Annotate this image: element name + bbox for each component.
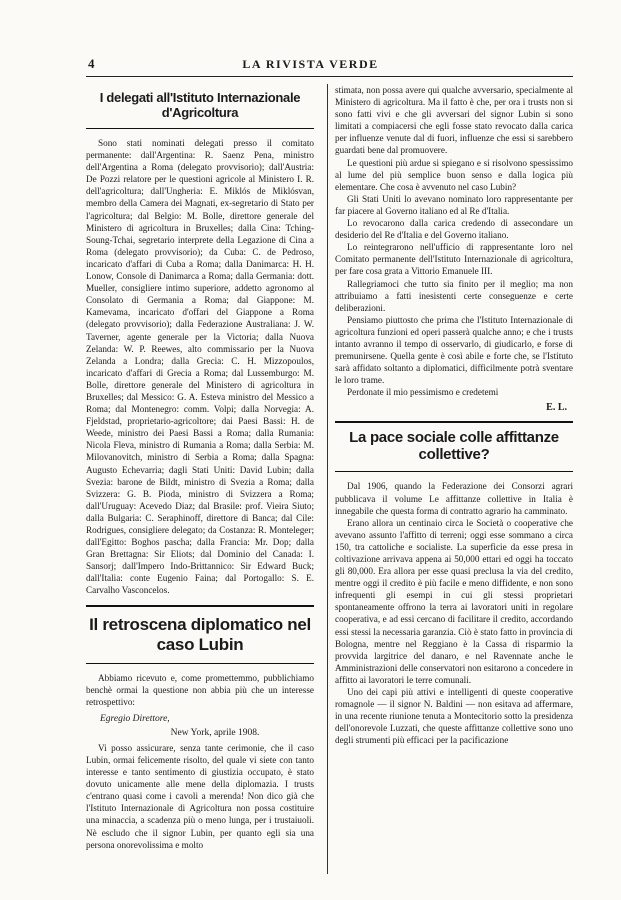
article-divider	[86, 605, 314, 607]
letter-salutation: Egregio Direttore,	[100, 713, 170, 724]
page-number: 4	[88, 56, 95, 71]
letter-paragraph: Rallegriamoci che tutto sia finito per il meglio; ma non attribuiamo a fatti inesistenti certe conseguenze e certe deliberazioni.	[335, 278, 573, 313]
letter-signature: E. L.	[546, 402, 567, 414]
letter-paragraph: Perdonate il mio pessimismo e credetemi	[347, 387, 499, 398]
letter-paragraph: Vi posso assicurare, senza tante cerimonie, che il caso Lubin, ormai felicemente risolto, del quale vi siete con tanto interesse e tanto sentimento di giustizia occupato, è stato dovuto unicamente alle mene della diplomazia. I trusts c'entrano quasi come i cavoli a merenda! Non dico già che l'Istituto Internazionale di Agricoltura non possa costituire una minaccia, a scadenza più o meno lunga, per i trustaiuoli. Nè escludo che il signor Lubin, per quanto egli sia una persona onorevolissima e molto	[86, 742, 314, 850]
letter-paragraph: Lo revocarono dalla carica credendo di assecondare un desiderio del Re d'Italia e del Governo italiano.	[335, 218, 573, 241]
title-underline	[335, 471, 573, 472]
left-column	[86, 84, 314, 851]
running-head: LA RIVISTA VERDE	[242, 57, 379, 71]
article-body-delegati: Sono stati nominati delegati presso il comitato permanente: dall'Argentina: R. Saenz Pena, ministro dell'Argentina a Roma (delegato provvisorio); dall'Austria: De Pozzi relatore per le questioni agricole al Ministero I. R. dell'agricoltura; dall'Ungheria: E. Miklós de Miklósvan, membro della Camera dei Magnati, ex-segretario di Stato per l'agricoltura; dal Belgio: M. Bolle, direttore generale del Ministero di agricoltura in Bruxelles; dalla Cina: Tching-Soung-Tchai, segretario interprete della Legazione di Cina a Roma (delegato provvisorio); da Cuba: C. de Pedroso, incaricato d'affari di Cuba a Roma; dalla Danimarca: H. H. Lonow, Console di Danimarca a Roma; dalla Germania: dott. Mueller, consigliere intimo superiore, addetto agronomo al Consolato di Germania a Roma; dal Giappone: M. Kamevama, incaricato d'offari del Giappone a Roma (delegato provvisorio); dalla Federazione Australiana: J. W. Taverner, agente generale per la Victoria; dalla Nuova Zelanda: W. P. Reewes, alto commissario per la Nuova Zelanda a Londra; dalla Grecia: C. H. Mizzopoulos, incaricato d'affari di Grecia a Roma; dal Lussemburgo: M. Bolle, direttore generale del Ministero di agricoltura in Bruxelles; dal Messico: G. A. Esteva ministro del Messico a Roma; dal Montenegro: comm. Volpi; dalla Norvegia: A. Fjeldstad, proprietario-agricoltore; dai Paesi Bassi: H. de Weede, ministro dei Paesi Bassi a Roma; dalla Rumania: Nicola Fleva, ministro di Rumania a Roma; dalla Serbia: M. Milovanovitch, ministro di Serbia a Roma; dalla Spagna: Augusto Echevarria; dagli Stati Uniti: David Lubin; dalla Svezia: barone de Bildt, ministro di Svezia a Roma; dalla Svizzera: G. B. Pioda, ministro di Svizzera a Roma; dall'Uruguay: Acevedo Diaz; dal Brasile: prof. Vieira Siuto; dalla Bulgaria: C. Seraphinoff, direttore di Banca; dal Cile: Rodrigues, consigliere delegato; da Costanza: R. Monteleger; dall'Egitto: Boghos pascha; dalla Francia: Mr. Dop; dalla Gran Brettagna: Sir Eliots; dal Dominio del Canada: I. Sansorj; dall'Impero Indo-Brittannico: Sir Edward Buck; dall'Italia: conte Eugenio Faina; dal Portogallo: S. E. Carvalho Vasconcelos.	[86, 138, 314, 596]
column-separator	[327, 84, 328, 874]
article-intro-lubin: Abbiamo ricevuto e, come promettemmo, pubblichiamo benchè ormai la questione non abbia più che un interesse retrospettivo:	[86, 672, 314, 707]
article-divider	[335, 421, 573, 423]
letter-paragraph: Lo reintegrarono nell'ufficio di rappresentante loro nel Comitato permanente dell'Istituto Internazionale di agricoltura, per fare cosa grata a Vittorio Emanuele III.	[335, 242, 573, 277]
article-paragraph: Erano allora un centinaio circa le Società o cooperative che avevano assunto l'affitto di terreni; oggi esse sommano a circa 150, tra cattoliche e socialiste. La superficie da esse presa in coltivazione arrivava appena ai 50,000 ettari ed oggi ha toccato gli 80,000. Era allora per esse quasi preclusa la via del credito, mentre oggi il credito è più facile e meno diffidente, e non sono infrequenti gli esempi in cui gli stessi proprietari spontaneamente offrono la terra ai lavoratori uniti in regolare cooperativa, e ad essi cercano di facilitare il credito, accordando essi stessi la necessaria garanzia. Ciò è stato fatto in provincia di Bologna, mentre nel Reggiano è la Cassa di risparmio la provvida largitrice del danaro, e nel Ravennate anche le Amministrazioni delle conservatori non esitarono a concedere in affitto ai lavoratori le terre comunali.	[335, 517, 573, 685]
letter-dateline: New York, aprile 1908.	[170, 727, 260, 738]
article-paragraph: Dal 1906, quando la Federazione dei Consorzi agrari pubblicava il volume Le affittanze collettive in Italia è innegabile che questa forma di contratto agrario ha camminato.	[335, 481, 573, 516]
letter-paragraph: Gli Stati Uniti lo avevano nominato loro rappresentante per far piacere al Governo italiano ed al Re d'Italia.	[335, 193, 573, 216]
right-column	[335, 84, 573, 747]
title-underline	[86, 663, 314, 664]
header-rule	[86, 76, 573, 77]
letter-paragraph: Le questioni più ardue si spiegano e si risolvono spessissimo al lume del più semplice buon senso e dalla logica più elementare. Che cosa è avvenuto nel caso Lubin?	[335, 157, 573, 192]
letter-paragraph: stimata, non possa avere qui qualche avversario, specialmente al Ministero di agricoltura. Ma il fatto è che, per ora i trusts non si sono fatti vivi e che gli avversari del signor Lubin si sono limitati a compiacersi che egli fosse stato revocato dalla carica per influenze venute dal di fuori, influenze che essi si sarebbero guardati bene dal promuovere.	[335, 85, 573, 156]
article-paragraph: Uno dei capi più attivi e intelligenti di queste cooperative romagnole — il signor N. Baldini — non esitava ad affermare, in una recente riunione tenuta a Montecitorio sotto la presidenza dell'onorevole Luzzati, che queste affittanze collettive sono uno degli strumenti più efficaci per la pacificazione	[335, 687, 573, 746]
letter-paragraph: Pensiamo piuttosto che prima che l'Istituto Internazionale di agricoltura funzioni ed operi passerà qualche anno; e che i trusts intanto avranno il tempo di osservarlo, di giudicarlo, e forse di premunirsene. Quella gente è così abile e forte che, se l'Istituto sarà affidato soltanto a diplomatici, difficilmente potrà sventare le loro trame.	[335, 314, 573, 386]
article-title-affittanze: La pace sociale colle affittanze collettive?	[349, 429, 559, 464]
article-title-lubin: Il retroscena diplomatico nel caso Lubin	[89, 614, 311, 654]
title-underline	[86, 128, 314, 129]
article-title-delegati: I delegati all'Istituto Internazionale d'Agricoltura	[99, 90, 301, 120]
